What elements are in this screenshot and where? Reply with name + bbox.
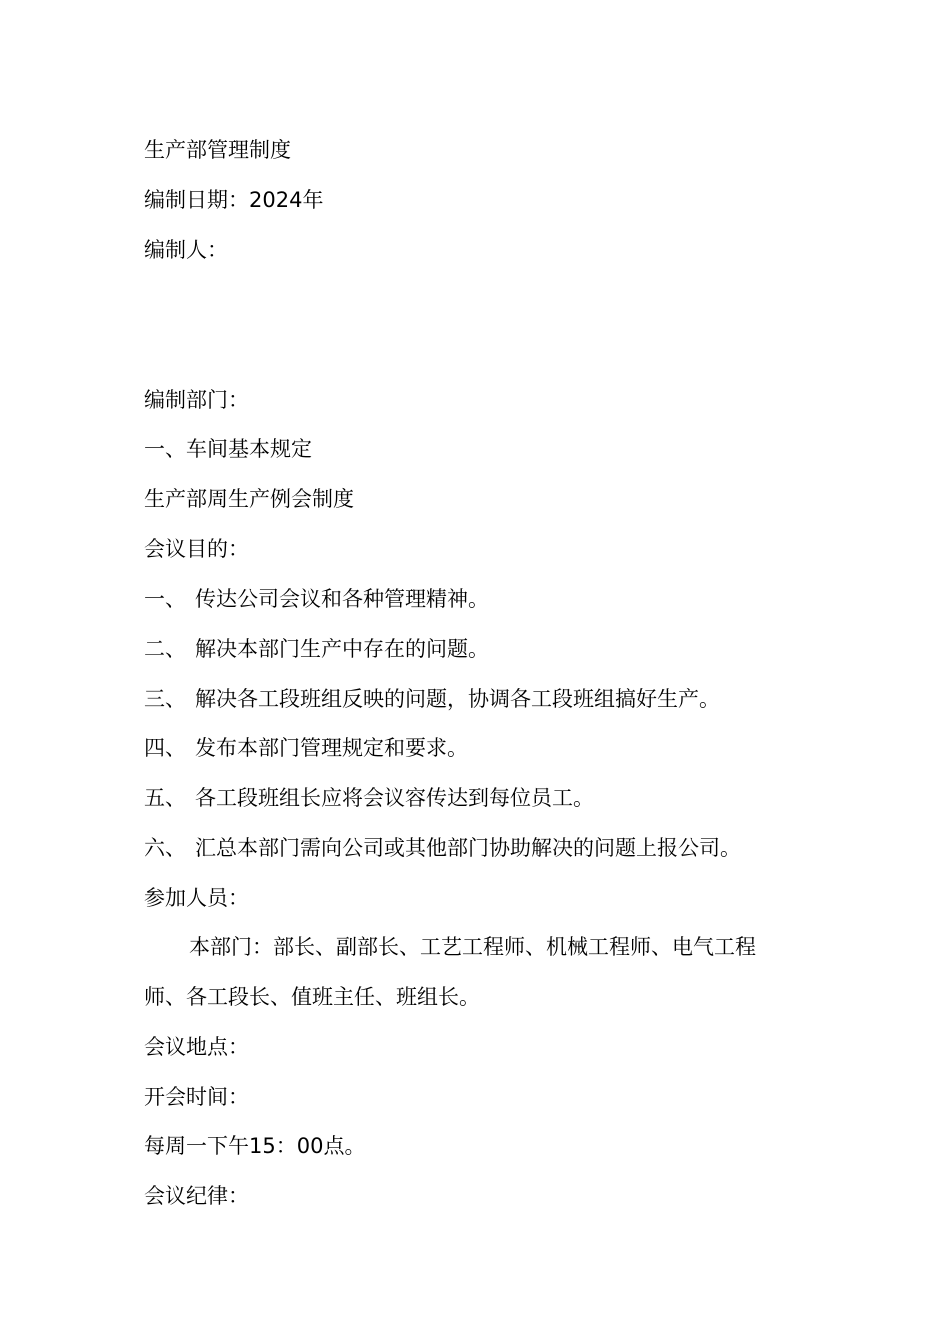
- purpose-item-number: 三、: [144, 687, 186, 711]
- purpose-item-text: 各工段班组长应将会议容传达到每位员工。: [195, 786, 594, 810]
- participants-line-2: 师、各工段长、值班主任、班组长。: [144, 985, 480, 1009]
- purpose-item-text: 解决各工段班组反映的问题，协调各工段班组搞好生产。: [195, 687, 720, 711]
- purpose-item-number: 五、: [144, 786, 186, 810]
- document-title: 生产部管理制度: [144, 138, 291, 162]
- purpose-item-number: 一、: [144, 587, 186, 611]
- purpose-item: [144, 783, 594, 813]
- time-value: 每周一下午15：00点。: [144, 1134, 366, 1158]
- purpose-item-number: 二、: [144, 637, 186, 661]
- purpose-item-number: 四、: [144, 736, 186, 760]
- location-label: 会议地点：: [144, 1035, 249, 1059]
- time-label: 开会时间：: [144, 1085, 249, 1109]
- discipline-label: 会议纪律：: [144, 1184, 249, 1208]
- purpose-item-text: 解决本部门生产中存在的问题。: [195, 637, 489, 661]
- purpose-item-number: 六、: [144, 836, 186, 860]
- purpose-item: [144, 733, 468, 763]
- sub-heading: 生产部周生产例会制度: [144, 487, 354, 511]
- purpose-item: [144, 584, 489, 614]
- author-line: 编制人：: [144, 238, 228, 262]
- purpose-item-text: 汇总本部门需向公司或其他部门协助解决的问题上报公司。: [195, 836, 741, 860]
- section-heading: 一、车间基本规定: [144, 437, 312, 461]
- participants-label: 参加人员：: [144, 886, 249, 910]
- purpose-label: 会议目的：: [144, 537, 249, 561]
- purpose-item: [144, 833, 741, 863]
- department-line: 编制部门：: [144, 388, 249, 412]
- participants-line-1: 本部门：部长、副部长、工艺工程师、机械工程师、电气工程: [189, 935, 756, 959]
- purpose-item-text: 传达公司会议和各种管理精神。: [195, 587, 489, 611]
- purpose-item-text: 发布本部门管理规定和要求。: [195, 736, 468, 760]
- date-line: 编制日期：2024年: [144, 188, 324, 212]
- purpose-item: [144, 684, 720, 714]
- purpose-item: [144, 634, 489, 664]
